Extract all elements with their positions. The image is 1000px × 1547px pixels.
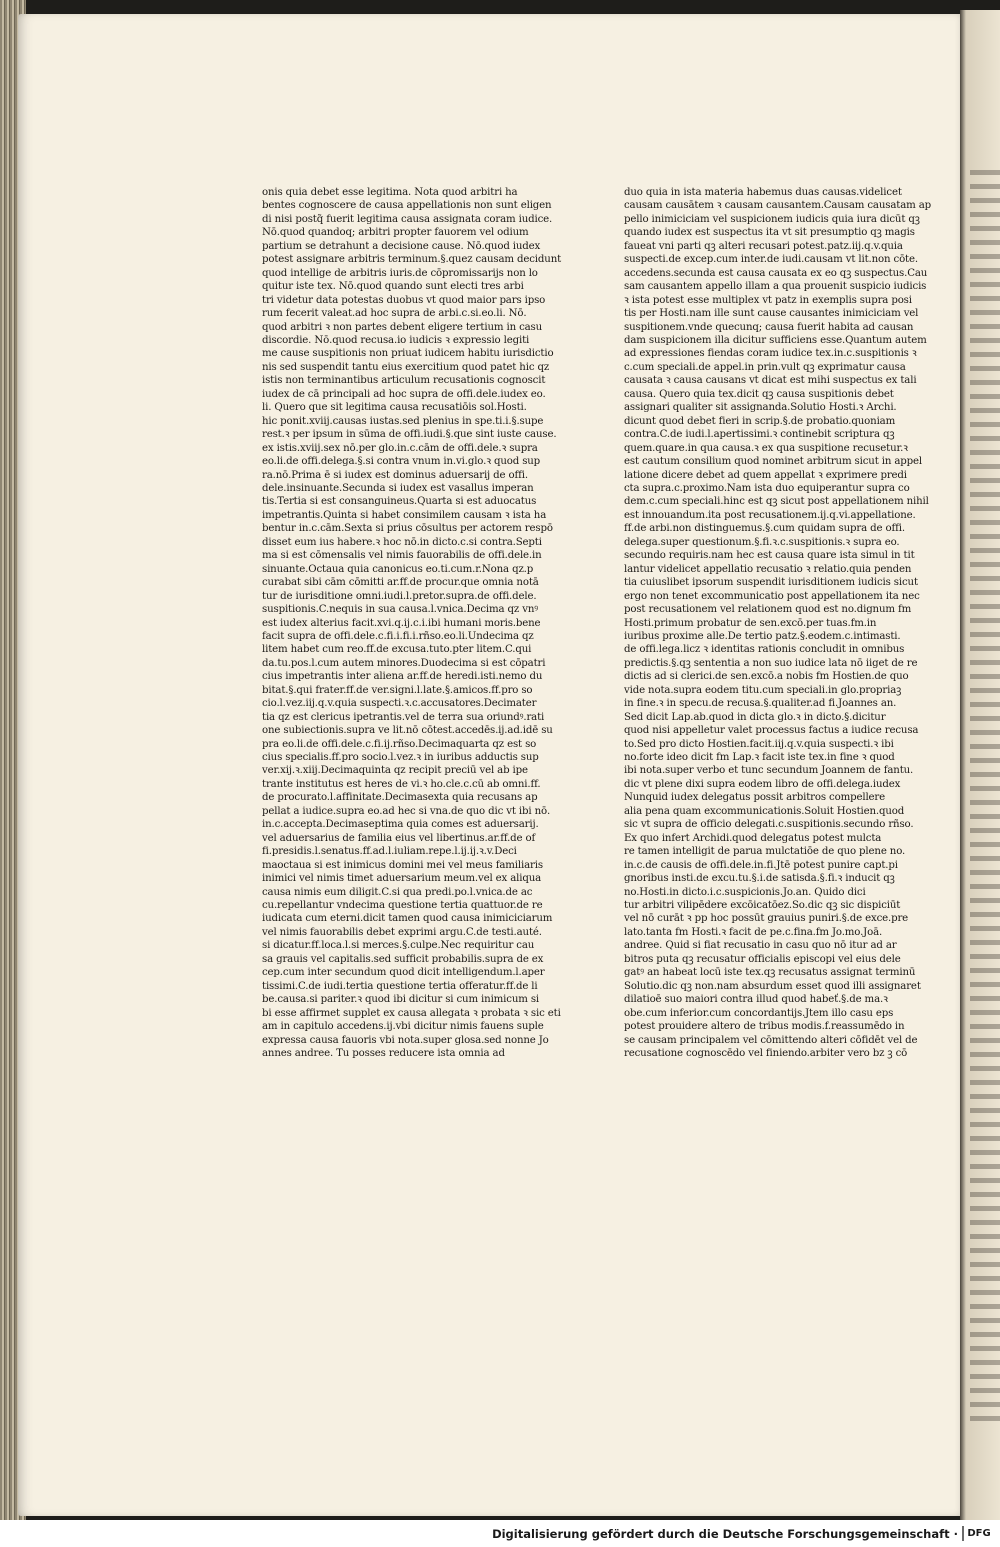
text-line: maoctaua si est inimicus domini mei vel meus familiaris — [262, 859, 543, 871]
text-line: istis non terminantibus articulum recusationis cognoscit — [262, 375, 546, 387]
text-line: tur arbitri vilipēdere excōicatōez.So.dic qꝫ sic dispiciūt — [624, 900, 901, 912]
text-line: predictis.§.qꝫ sententia a non suo iudice lata nō iiget de re — [624, 657, 918, 669]
text-line: duo quia in ista materia habemus duas causas.videlicet — [624, 187, 902, 198]
text-line: cta supra.c.proximo.Nam ista duo equiperantur supra co — [624, 482, 910, 494]
adjacent-page-edge — [960, 10, 1000, 1520]
text-line: no.forte ideo dicit fm Lap.ꝛ facit iste tex.in fine ꝛ quod — [624, 752, 895, 764]
text-line: no.Hosti.in dicto.i.c.suspicionis.Jo.an. Quido dici — [624, 886, 866, 898]
text-line: quod arbitri ꝛ non partes debent eligere tertium in casu — [262, 321, 543, 333]
text-line: one subiectionis.supra ve lit.nō cōtest.accedēs.ij.ad.idē su — [262, 725, 553, 737]
text-line: tur de iurisditione omni.iudi.l.pretor.supra.de offi.dele. — [262, 590, 537, 602]
text-line: rum fecerit valeat.ad hoc supra de arbi.c.si.eo.li. Nō. — [262, 308, 527, 320]
text-line: alia pena quam excommunicationis.Soluit Hostien.quod — [624, 805, 905, 817]
text-line: vel nō curāt ꝛ pp hoc possūt grauius puniri.§.de exce.pre — [624, 913, 909, 925]
text-line: partium se detrahunt a decisione cause. Nō.quod iudex — [262, 240, 541, 252]
text-line: post recusationem vel relationem quod est no.dignum fm — [624, 604, 912, 616]
digitization-footer — [0, 1520, 1000, 1547]
text-line: tissimi.C.de iudi.tertia questione tertia offeratur.ff.de li — [262, 980, 538, 992]
text-line: Sed dicit Lap.ab.quod in dicta glo.ꝛ in dicto.§.dicitur — [624, 711, 886, 723]
text-line: de offi.lega.licz ꝛ identitas rationis concludit in omnibus — [624, 644, 905, 656]
text-line: iuribus proxime alle.De tertio patz.§.eodem.c.intimasti. — [624, 630, 901, 642]
text-line: sic vt supra de officio delegati.c.suspitionis.secundo rñso. — [624, 819, 914, 831]
text-line: gatꝰ an habeat locū iste tex.qꝫ recusatus assignat terminū — [624, 967, 916, 979]
text-line: iudex de cā principali ad hoc supra de offi.dele.iudex eo. — [262, 388, 546, 400]
text-line: curabat sibi cām cōmitti ar.ff.de procur.que omnia notā — [262, 577, 539, 589]
text-line: ꝛ ista potest esse multiplex vt patz in exemplis supra posi — [624, 294, 912, 306]
text-line: cep.cum inter secundum quod dicit intelligendum.l.aper — [262, 967, 545, 979]
text-line: discordie. Nō.quod recusa.io iudicis ꝛ expressio legiti — [262, 334, 530, 346]
text-line: in.c.accepta.Decimaseptima quia comes est aduersarij. — [262, 819, 539, 831]
text-line: bentur in.c.cām.Sexta si prius cōsultus per actorem respō — [262, 523, 553, 535]
text-line: ad expressiones fiendas coram iudice tex.in.c.suspitionis ꝛ — [624, 348, 917, 360]
text-line: dilatioē suo maiori contra illud quod habeť.§.de ma.ꝛ — [624, 994, 888, 1006]
funding-credit: Digitalisierung gefördert durch die Deutsche Forschungsgemeinschaft · — [492, 1527, 958, 1541]
text-line: latione dicere debet ad quem appellat ꝛ exprimere predi — [624, 469, 907, 481]
text-line: hic ponit.xviij.causas iustas.sed plenius in spe.ti.i.§.supe — [262, 415, 544, 427]
text-line: suspecti.de excep.cum inter.de iudi.causam vt lit.non cōte. — [624, 254, 918, 266]
text-line: ma si est cōmensalis vel nimis fauorabilis de offi.dele.in — [262, 550, 542, 562]
text-line: potest prouidere altero de tribus modis.f.reassumēdo in — [624, 1021, 905, 1033]
text-line: iudicata cum eterni.dicit tamen quod causa inimiciciarum — [262, 913, 553, 925]
text-line: dictis ad si clerici.de sen.excō.a nobis fm Hostien.de quo — [624, 671, 909, 683]
text-line: de procurato.l.affinitate.Decimasexta quia recusans ap — [262, 792, 538, 804]
text-line: dam suspicionem illa dicitur sufficiens esse.Quantum autem — [624, 334, 927, 346]
text-line: bi esse affirmet supplet ex causa allegata ꝛ probata ꝛ sic eti — [262, 1007, 561, 1019]
text-line: bentes cognoscere de causa appellationis non sunt eligen — [262, 200, 552, 212]
text-line: di nisi postq̃ fuerit legitima causa assignata coram iudice. — [262, 213, 553, 225]
text-line: causata ꝛ causa causans vt dicat est mihi suspectus ex tali — [624, 375, 917, 387]
text-line: pello inimiciciam vel suspicionem iudicis quia iura dicūt qꝫ — [624, 213, 920, 225]
text-line: potest assignare arbitris terminum.§.quez causam decidunt — [262, 254, 562, 266]
text-line: cio.l.vez.iij.q.v.quia suspecti.ꝛ.c.accusatores.Decimater — [262, 698, 537, 710]
text-line: quitur iste tex. Nō.quod quando sunt electi tres arbi — [262, 281, 524, 293]
text-line: annes andree. Tu posses reducere ista omnia ad — [262, 1048, 505, 1059]
text-line: tia cuiuslibet ipsorum suspendit iurisditionem iudicis sicut — [624, 577, 918, 589]
text-line: accedens.secunda est causa causata ex eo qꝫ suspectus.Cau — [624, 267, 928, 279]
text-line: ff.de arbi.non distinguemus.§.cum quidam supra de offi. — [624, 523, 905, 535]
dfg-logo[interactable]: DFG — [962, 1526, 994, 1541]
text-column-right — [624, 186, 938, 1060]
text-line: li. Quero que sit legitima causa recusatiōis sol.Hosti. — [262, 402, 527, 414]
text-line: sam causantem appello illam a qua prouenit suspicio iudicis — [624, 281, 927, 293]
text-line: nis sed suspendit tantu eius exercitium quod patet hic qz — [262, 361, 550, 373]
text-line: ibi nota.super verbo et tunc secundum Joannem de fantu. — [624, 765, 914, 777]
text-line: sa grauis vel capitalis.sed sufficit probabilis.supra de ex — [262, 953, 544, 965]
text-line: cius impetrantis inter aliena ar.ff.de heredi.isti.nemo du — [262, 671, 543, 683]
text-line: bitat.§.qui frater.ff.de ver.signi.l.late.§.amicos.ff.pro so — [262, 684, 533, 696]
text-line: be.causa.si pariter.ꝛ quod ibi dicitur si cum inimicum si — [262, 994, 540, 1006]
text-line: causam causātem ꝛ causam causantem.Causam causatam ap — [624, 200, 932, 212]
text-line: se causam principalem vel cōmittendo alteri cōfidēt vel de — [624, 1034, 918, 1046]
text-line: da.tu.pos.l.cum autem minores.Duodecima si est cōpatri — [262, 657, 546, 669]
text-line: andree. Quid si fiat recusatio in casu quo nō itur ad ar — [624, 940, 897, 952]
text-line: Solutio.dic qꝫ non.nam absurdum esset quod illi assignaret — [624, 980, 921, 992]
text-line: c.cum speciali.de appel.in prin.vult qꝫ exprimatur causa — [624, 361, 906, 373]
text-line: vel aduersarius de familia eius vel libertinus.ar.ff.de of — [262, 832, 536, 844]
text-line: expressa causa fauoris vbi nota.super glosa.sed nonne Jo — [262, 1034, 549, 1046]
text-line: causa nimis eum diligit.C.si qua predi.po.l.vnica.de ac — [262, 886, 533, 898]
text-line: quem.quare.in qua causa.ꝛ ex qua suspitione recusetur.ꝛ — [624, 442, 908, 454]
text-line: est cautum consilium quod nominet arbitrum sicut in appel — [624, 456, 923, 468]
text-line: fi.presidis.l.senatus.ff.ad.l.iuliam.repe.l.ij.ij.ꝛ.v.Deci — [262, 846, 517, 858]
text-line: quod nisi appelletur valet processus factus a iudice recusa — [624, 725, 919, 737]
text-line: pellat a iudice.supra eo.ad hec si vna.de quo dic vt ibi nō. — [262, 805, 551, 817]
text-line: quando iudex est suspectus ita vt sit presumptio qꝫ magis — [624, 227, 915, 239]
text-line: contra.C.de iudi.l.apertissimi.ꝛ continebit scriptura qꝫ — [624, 429, 895, 441]
text-line: dele.insinuante.Secunda si iudex est vasallus imperan — [262, 482, 534, 494]
text-line: sinuante.Octaua quia canonicus eo.ti.cum.r.Nona qz.p — [262, 563, 534, 575]
text-line: ex istis.xviij.sex nō.per glo.in.c.cām de offi.dele.ꝛ supra — [262, 442, 538, 454]
text-line: am in capitulo accedens.ij.vbi dicitur nimis fauens suple — [262, 1021, 544, 1033]
text-line: trante institutus est heres de vi.ꝛ ho.cle.c.cū ab omni.ff. — [262, 778, 541, 790]
text-line: tri videtur data potestas duobus vt quod maior pars ipso — [262, 294, 546, 306]
text-line: est iudex alterius facit.xvi.q.ij.c.i.ibi humani moris.bene — [262, 617, 541, 629]
text-line: disset eum ius habere.ꝛ hoc nō.in dicto.c.si contra.Septi — [262, 536, 542, 548]
text-line: inimici vel nimis timet aduersarium meum.vel ex aliqua — [262, 873, 542, 885]
text-line: obe.cum inferior.cum concordantijs.Jtem illo casu eps — [624, 1007, 894, 1019]
text-line: dicunt quod debet fieri in scrip.§.de probatio.quoniam — [624, 415, 896, 427]
text-line: Nō.quod quandoq; arbitri propter fauorem vel odium — [262, 227, 529, 239]
text-line: in fine.ꝛ in specu.de recusa.§.qualiter.ad fi.Joannes an. — [624, 698, 897, 710]
text-line: ver.xij.ꝛ.xiij.Decimaquinta qz recipit preciū vel ab ipe — [262, 765, 528, 777]
text-line: suspitionem.vnde quecunq; causa fuerit habita ad causan — [624, 321, 914, 333]
text-line: tis per Hosti.nam ille sunt cause causantes inimiciciam vel — [624, 308, 919, 320]
text-line: lantur videlicet appellatio recusatio ꝛ relatio.quia penden — [624, 563, 912, 575]
adjacent-page-text-fragment — [970, 170, 1000, 1430]
text-line: si dicatur.ff.loca.l.si merces.§.culpe.Nec requiritur cau — [262, 940, 535, 952]
text-line: Nunquid iudex delegatus possit arbitros compellere — [624, 792, 886, 804]
text-line: in.c.de causis de offi.dele.in.fi.Jtē potest punire capt.pi — [624, 859, 898, 871]
text-line: ra.nō.Prima ē si iudex est dominus aduersarij de offi. — [262, 469, 528, 481]
text-line: suspitionis.C.nequis in sua causa.l.vnica.Decima qz vnꝰ — [262, 604, 538, 616]
text-line: cu.repellantur vndecima questione tertia quattuor.de re — [262, 900, 543, 912]
text-line: to.Sed pro dicto Hostien.facit.iij.q.v.quia suspecti.ꝛ ibi — [624, 738, 894, 750]
text-line: onis quia debet esse legitima. Nota quod arbitri ha — [262, 187, 518, 198]
text-line: tis.Tertia si est consanguineus.Quarta si est aduocatus — [262, 496, 537, 508]
text-line: dic vt plene dixi supra eodem libro de offi.delega.iudex — [624, 778, 901, 790]
text-line: Hosti.primum probatur de sen.excō.per tuas.fm.in — [624, 617, 877, 629]
text-line: facit supra de offi.dele.c.fi.i.fi.i.rñso.eo.li.Undecima qz — [262, 630, 534, 642]
text-line: impetrantis.Quinta si habet consimilem causam ꝛ ista ha — [262, 509, 547, 521]
text-line: tia qz est clericus ipetrantis.vel de terra sua oriundꝰ.rati — [262, 711, 545, 723]
text-line: me cause suspitionis non priuat iudicem habitu iurisdictio — [262, 348, 554, 360]
text-column-left — [262, 186, 568, 1060]
text-line: re tamen intelligit de parua mulctatiōe de quo plene no. — [624, 846, 906, 858]
text-line: dem.c.cum speciali.hinc est qꝫ sicut post appellationem nihil — [624, 496, 929, 508]
text-line: cius specialis.ff.pro socio.l.vez.ꝛ in iuribus adductis sup — [262, 752, 539, 764]
text-line: causa. Quero quia tex.dicit qꝫ causa suspitionis debet — [624, 388, 894, 400]
text-line: pra eo.li.de offi.dele.c.fi.ij.rñso.Decimaquarta qz est so — [262, 738, 537, 750]
text-line: quod intellige de arbitris iuris.de cōpromissarijs non lo — [262, 267, 538, 279]
text-line: lato.tanta fm Hosti.ꝛ facit de pe.c.fina.fm Jo.mo.Joā. — [624, 926, 883, 938]
text-line: vel nimis fauorabilis debet exprimi argu.C.de testi.auté. — [262, 926, 542, 938]
text-line: litem habet cum reo.ff.de excusa.tuto.pter litem.C.qui — [262, 644, 532, 656]
text-line: bitros puta qꝫ recusatur officialis episcopi vel eius dele — [624, 953, 901, 965]
text-line: faueat vni parti qꝫ alteri recusari potest.patz.iij.q.v.quia — [624, 240, 903, 252]
text-line: delega.super questionum.§.fi.ꝛ.c.suspitionis.ꝛ supra eo. — [624, 536, 900, 548]
text-line: vide nota.supra eodem titu.cum speciali.in glo.propriaꝫ — [624, 684, 902, 696]
text-line: gnoribus insti.de excu.tu.§.i.de satisda.§.fi.ꝛ inducit qꝫ — [624, 873, 895, 885]
text-line: ergo non tenet excommunicatio post appellationem ita nec — [624, 590, 920, 602]
text-line: est innouandum.ita post recusationem.ij.q.vi.appellatione. — [624, 509, 916, 521]
text-line: rest.ꝛ per ipsum in sūma de offi.iudi.§.que sint iuste cause. — [262, 429, 557, 441]
text-line: assignari qualiter sit assignanda.Solutio Hosti.ꝛ Archi. — [624, 402, 897, 414]
text-line: recusatione cognoscēdo vel finiendo.arbiter vero bz ꝫ cō — [624, 1048, 908, 1059]
text-line: secundo requiris.nam hec est causa quare ista simul in tit — [624, 550, 915, 562]
text-line: Ex quo infert Archidi.quod delegatus potest mulcta — [624, 832, 882, 844]
text-line: eo.li.de offi.delega.§.si contra vnum in.vi.glo.ꝛ quod sup — [262, 456, 541, 468]
